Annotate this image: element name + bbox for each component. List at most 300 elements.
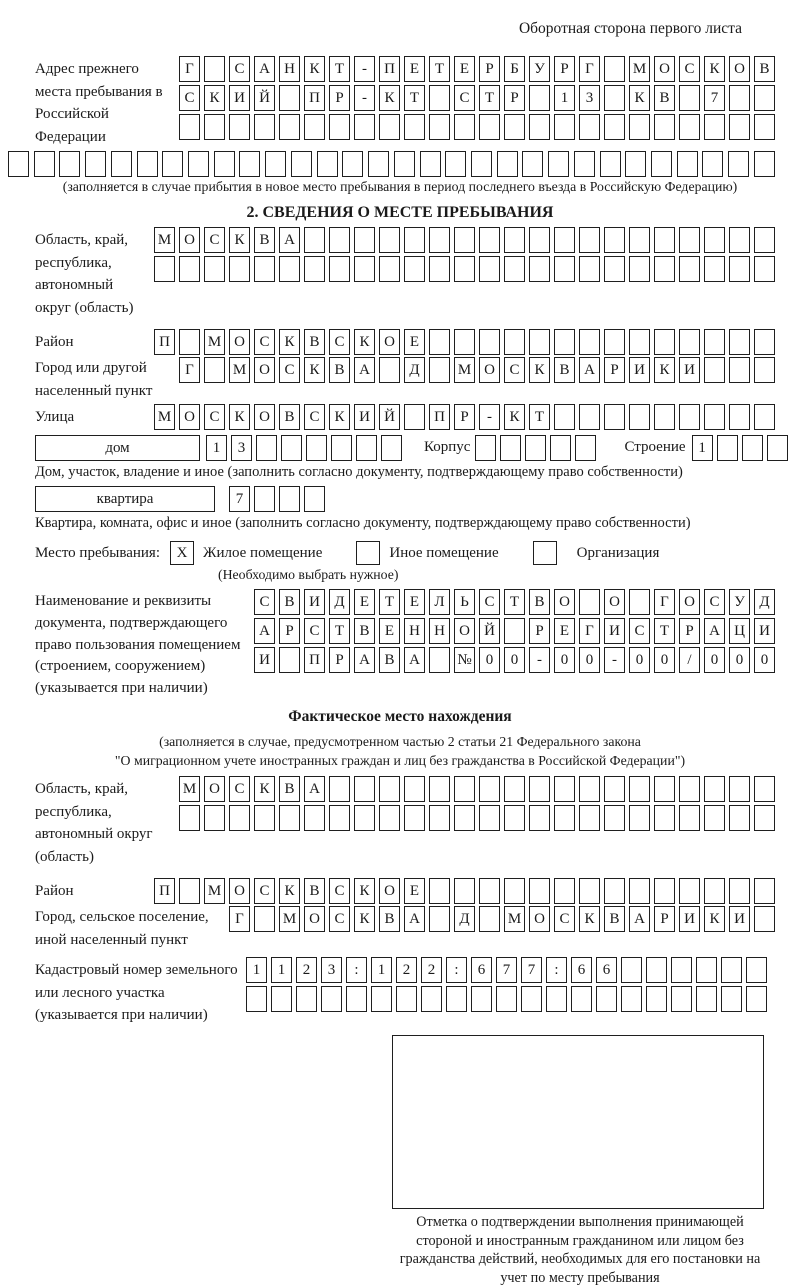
char-cell[interactable] <box>404 227 425 253</box>
char-cell[interactable] <box>696 957 717 983</box>
char-cell[interactable] <box>354 776 375 802</box>
char-cell[interactable] <box>34 151 55 177</box>
char-cell[interactable] <box>546 986 567 1012</box>
char-cell[interactable]: А <box>704 618 725 644</box>
char-cell[interactable]: П <box>429 404 450 430</box>
char-cell[interactable] <box>497 151 518 177</box>
char-cell[interactable]: Е <box>404 329 425 355</box>
char-cell[interactable] <box>529 85 550 111</box>
char-cell[interactable] <box>188 151 209 177</box>
char-cell[interactable]: А <box>279 227 300 253</box>
char-cell[interactable]: С <box>554 906 575 932</box>
char-cell[interactable] <box>420 151 441 177</box>
char-cell[interactable] <box>504 227 525 253</box>
char-cell[interactable] <box>654 404 675 430</box>
char-cell[interactable] <box>629 776 650 802</box>
char-cell[interactable]: Р <box>604 357 625 383</box>
char-cell[interactable]: К <box>354 329 375 355</box>
char-cell[interactable]: Т <box>329 618 350 644</box>
char-cell[interactable]: М <box>179 776 200 802</box>
char-cell[interactable]: И <box>304 589 325 615</box>
char-cell[interactable] <box>529 114 550 140</box>
char-cell[interactable] <box>179 878 200 904</box>
char-cell[interactable]: Й <box>379 404 400 430</box>
checkbox-other-premises[interactable] <box>356 541 380 565</box>
char-cell[interactable] <box>179 805 200 831</box>
char-cell[interactable] <box>304 256 325 282</box>
char-cell[interactable]: В <box>554 357 575 383</box>
char-cell[interactable] <box>279 114 300 140</box>
char-cell[interactable]: И <box>604 618 625 644</box>
char-cell[interactable] <box>729 878 750 904</box>
char-cell[interactable] <box>304 486 325 512</box>
char-cell[interactable] <box>381 435 402 461</box>
char-cell[interactable]: - <box>354 85 375 111</box>
char-cell[interactable]: Д <box>329 589 350 615</box>
char-cell[interactable] <box>729 404 750 430</box>
char-cell[interactable] <box>754 151 775 177</box>
char-cell[interactable] <box>550 435 571 461</box>
char-cell[interactable] <box>271 986 292 1012</box>
char-cell[interactable] <box>629 256 650 282</box>
char-cell[interactable] <box>654 329 675 355</box>
char-cell[interactable]: Б <box>504 56 525 82</box>
char-cell[interactable]: П <box>304 647 325 673</box>
char-cell[interactable] <box>479 114 500 140</box>
char-cell[interactable] <box>479 776 500 802</box>
char-cell[interactable]: Г <box>579 618 600 644</box>
char-cell[interactable] <box>8 151 29 177</box>
char-cell[interactable] <box>654 878 675 904</box>
char-cell[interactable] <box>329 256 350 282</box>
char-cell[interactable]: Р <box>329 85 350 111</box>
char-cell[interactable]: К <box>704 906 725 932</box>
char-cell[interactable]: 3 <box>579 85 600 111</box>
char-cell[interactable]: С <box>629 618 650 644</box>
char-cell[interactable] <box>279 256 300 282</box>
char-cell[interactable] <box>354 114 375 140</box>
char-cell[interactable]: С <box>254 878 275 904</box>
char-cell[interactable] <box>279 486 300 512</box>
char-cell[interactable] <box>504 114 525 140</box>
char-cell[interactable]: М <box>204 329 225 355</box>
char-cell[interactable]: Г <box>179 56 200 82</box>
char-cell[interactable] <box>704 357 725 383</box>
char-cell[interactable] <box>371 986 392 1012</box>
char-cell[interactable]: С <box>229 56 250 82</box>
char-cell[interactable] <box>604 114 625 140</box>
char-cell[interactable]: Н <box>404 618 425 644</box>
char-cell[interactable] <box>604 878 625 904</box>
char-cell[interactable]: С <box>479 589 500 615</box>
char-cell[interactable]: О <box>204 776 225 802</box>
char-cell[interactable]: О <box>304 906 325 932</box>
char-cell[interactable]: В <box>604 906 625 932</box>
char-cell[interactable] <box>629 404 650 430</box>
char-cell[interactable] <box>279 85 300 111</box>
char-cell[interactable]: С <box>304 618 325 644</box>
char-cell[interactable] <box>604 256 625 282</box>
char-cell[interactable] <box>279 647 300 673</box>
char-cell[interactable]: М <box>229 357 250 383</box>
char-cell[interactable]: М <box>154 227 175 253</box>
char-cell[interactable] <box>729 805 750 831</box>
char-cell[interactable] <box>729 357 750 383</box>
char-cell[interactable]: 0 <box>729 647 750 673</box>
char-cell[interactable]: В <box>329 357 350 383</box>
char-cell[interactable] <box>429 805 450 831</box>
char-cell[interactable] <box>354 227 375 253</box>
char-cell[interactable] <box>729 227 750 253</box>
char-cell[interactable] <box>604 56 625 82</box>
char-cell[interactable] <box>454 878 475 904</box>
char-cell[interactable] <box>429 256 450 282</box>
char-cell[interactable] <box>579 114 600 140</box>
char-cell[interactable] <box>525 435 546 461</box>
char-cell[interactable]: П <box>304 85 325 111</box>
char-cell[interactable] <box>479 256 500 282</box>
char-cell[interactable] <box>179 329 200 355</box>
char-cell[interactable] <box>671 986 692 1012</box>
char-cell[interactable]: Р <box>554 56 575 82</box>
char-cell[interactable] <box>677 151 698 177</box>
char-cell[interactable]: К <box>529 357 550 383</box>
char-cell[interactable]: - <box>529 647 550 673</box>
char-cell[interactable] <box>304 805 325 831</box>
char-cell[interactable] <box>454 805 475 831</box>
char-cell[interactable] <box>629 227 650 253</box>
char-cell[interactable] <box>304 227 325 253</box>
char-cell[interactable]: 0 <box>579 647 600 673</box>
char-cell[interactable] <box>554 404 575 430</box>
char-cell[interactable] <box>445 151 466 177</box>
char-cell[interactable] <box>404 776 425 802</box>
char-cell[interactable] <box>679 878 700 904</box>
char-cell[interactable] <box>317 151 338 177</box>
char-cell[interactable] <box>504 329 525 355</box>
char-cell[interactable] <box>504 776 525 802</box>
char-cell[interactable] <box>721 986 742 1012</box>
char-cell[interactable] <box>204 256 225 282</box>
char-cell[interactable] <box>625 151 646 177</box>
char-cell[interactable]: С <box>679 56 700 82</box>
char-cell[interactable] <box>754 329 775 355</box>
char-cell[interactable] <box>504 256 525 282</box>
char-cell[interactable] <box>704 805 725 831</box>
char-cell[interactable]: Й <box>479 618 500 644</box>
char-cell[interactable] <box>137 151 158 177</box>
char-cell[interactable]: К <box>279 878 300 904</box>
char-cell[interactable]: Л <box>429 589 450 615</box>
char-cell[interactable]: Д <box>454 906 475 932</box>
char-cell[interactable] <box>742 435 763 461</box>
char-cell[interactable]: В <box>304 329 325 355</box>
char-cell[interactable] <box>522 151 543 177</box>
char-cell[interactable] <box>679 329 700 355</box>
char-cell[interactable]: Т <box>329 56 350 82</box>
char-cell[interactable]: П <box>154 329 175 355</box>
char-cell[interactable]: 2 <box>421 957 442 983</box>
char-cell[interactable] <box>85 151 106 177</box>
char-cell[interactable] <box>454 776 475 802</box>
char-cell[interactable]: 6 <box>471 957 492 983</box>
char-cell[interactable] <box>529 805 550 831</box>
char-cell[interactable]: И <box>629 357 650 383</box>
char-cell[interactable]: С <box>204 227 225 253</box>
char-cell[interactable] <box>479 906 500 932</box>
char-cell[interactable]: 1 <box>246 957 267 983</box>
char-cell[interactable]: А <box>354 357 375 383</box>
char-cell[interactable]: А <box>579 357 600 383</box>
char-cell[interactable] <box>646 957 667 983</box>
char-cell[interactable]: А <box>304 776 325 802</box>
char-cell[interactable] <box>554 227 575 253</box>
char-cell[interactable] <box>429 114 450 140</box>
char-cell[interactable]: 6 <box>571 957 592 983</box>
char-cell[interactable]: О <box>379 329 400 355</box>
char-cell[interactable] <box>329 227 350 253</box>
char-cell[interactable] <box>704 404 725 430</box>
char-cell[interactable] <box>654 776 675 802</box>
char-cell[interactable] <box>396 986 417 1012</box>
char-cell[interactable]: В <box>379 906 400 932</box>
char-cell[interactable] <box>394 151 415 177</box>
char-cell[interactable]: К <box>304 56 325 82</box>
char-cell[interactable]: О <box>254 404 275 430</box>
char-cell[interactable]: А <box>404 906 425 932</box>
char-cell[interactable] <box>575 435 596 461</box>
char-cell[interactable] <box>754 256 775 282</box>
char-cell[interactable]: К <box>229 404 250 430</box>
char-cell[interactable]: К <box>204 85 225 111</box>
char-cell[interactable] <box>548 151 569 177</box>
char-cell[interactable]: Г <box>179 357 200 383</box>
char-cell[interactable]: О <box>229 878 250 904</box>
char-cell[interactable] <box>554 114 575 140</box>
char-cell[interactable] <box>321 986 342 1012</box>
char-cell[interactable]: Е <box>404 589 425 615</box>
char-cell[interactable]: В <box>279 776 300 802</box>
char-cell[interactable]: 0 <box>754 647 775 673</box>
char-cell[interactable] <box>204 114 225 140</box>
char-cell[interactable]: 1 <box>206 435 227 461</box>
char-cell[interactable] <box>429 878 450 904</box>
char-cell[interactable]: И <box>254 647 275 673</box>
char-cell[interactable]: С <box>329 906 350 932</box>
char-cell[interactable]: Е <box>554 618 575 644</box>
char-cell[interactable]: 0 <box>629 647 650 673</box>
char-cell[interactable]: С <box>254 329 275 355</box>
char-cell[interactable] <box>429 647 450 673</box>
char-cell[interactable] <box>754 878 775 904</box>
char-cell[interactable]: О <box>479 357 500 383</box>
char-cell[interactable] <box>342 151 363 177</box>
char-cell[interactable]: О <box>229 329 250 355</box>
char-cell[interactable] <box>604 329 625 355</box>
char-cell[interactable]: Е <box>454 56 475 82</box>
char-cell[interactable] <box>654 114 675 140</box>
char-cell[interactable]: Г <box>654 589 675 615</box>
char-cell[interactable] <box>704 329 725 355</box>
char-cell[interactable] <box>679 805 700 831</box>
char-cell[interactable] <box>696 986 717 1012</box>
char-cell[interactable] <box>496 986 517 1012</box>
char-cell[interactable]: 0 <box>504 647 525 673</box>
char-cell[interactable] <box>554 805 575 831</box>
char-cell[interactable] <box>471 986 492 1012</box>
char-cell[interactable]: Е <box>404 56 425 82</box>
char-cell[interactable]: Н <box>279 56 300 82</box>
char-cell[interactable] <box>571 986 592 1012</box>
char-cell[interactable] <box>529 776 550 802</box>
char-cell[interactable]: 7 <box>229 486 250 512</box>
char-cell[interactable] <box>600 151 621 177</box>
char-cell[interactable] <box>471 151 492 177</box>
char-cell[interactable] <box>579 256 600 282</box>
char-cell[interactable] <box>721 957 742 983</box>
char-cell[interactable] <box>629 805 650 831</box>
char-cell[interactable]: Е <box>354 589 375 615</box>
char-cell[interactable] <box>331 435 352 461</box>
char-cell[interactable] <box>754 357 775 383</box>
char-cell[interactable] <box>111 151 132 177</box>
char-cell[interactable]: А <box>404 647 425 673</box>
char-cell[interactable] <box>679 85 700 111</box>
char-cell[interactable]: С <box>179 85 200 111</box>
char-cell[interactable]: / <box>679 647 700 673</box>
char-cell[interactable] <box>729 256 750 282</box>
char-cell[interactable] <box>379 805 400 831</box>
char-cell[interactable]: К <box>704 56 725 82</box>
char-cell[interactable]: К <box>504 404 525 430</box>
char-cell[interactable] <box>679 404 700 430</box>
char-cell[interactable] <box>717 435 738 461</box>
char-cell[interactable] <box>574 151 595 177</box>
char-cell[interactable]: О <box>654 56 675 82</box>
char-cell[interactable]: О <box>179 404 200 430</box>
char-cell[interactable]: М <box>504 906 525 932</box>
char-cell[interactable] <box>214 151 235 177</box>
char-cell[interactable]: Р <box>654 906 675 932</box>
char-cell[interactable]: Д <box>404 357 425 383</box>
char-cell[interactable]: В <box>529 589 550 615</box>
char-cell[interactable]: Р <box>329 647 350 673</box>
char-cell[interactable] <box>500 435 521 461</box>
char-cell[interactable] <box>604 85 625 111</box>
char-cell[interactable]: У <box>729 589 750 615</box>
char-cell[interactable]: М <box>154 404 175 430</box>
char-cell[interactable] <box>728 151 749 177</box>
char-cell[interactable]: Ь <box>454 589 475 615</box>
char-cell[interactable] <box>579 227 600 253</box>
char-cell[interactable] <box>679 227 700 253</box>
char-cell[interactable] <box>162 151 183 177</box>
char-cell[interactable] <box>554 329 575 355</box>
char-cell[interactable]: У <box>529 56 550 82</box>
char-cell[interactable]: 1 <box>692 435 713 461</box>
char-cell[interactable] <box>671 957 692 983</box>
char-cell[interactable]: О <box>604 589 625 615</box>
char-cell[interactable] <box>679 776 700 802</box>
char-cell[interactable] <box>754 227 775 253</box>
char-cell[interactable] <box>579 589 600 615</box>
char-cell[interactable] <box>379 357 400 383</box>
char-cell[interactable]: Р <box>279 618 300 644</box>
char-cell[interactable] <box>179 114 200 140</box>
char-cell[interactable]: К <box>354 906 375 932</box>
char-cell[interactable]: Р <box>454 404 475 430</box>
char-cell[interactable] <box>356 435 377 461</box>
char-cell[interactable] <box>554 256 575 282</box>
char-cell[interactable] <box>702 151 723 177</box>
char-cell[interactable] <box>354 256 375 282</box>
char-cell[interactable]: В <box>379 647 400 673</box>
char-cell[interactable] <box>379 114 400 140</box>
char-cell[interactable]: 0 <box>654 647 675 673</box>
char-cell[interactable] <box>504 618 525 644</box>
char-cell[interactable]: П <box>379 56 400 82</box>
char-cell[interactable]: И <box>754 618 775 644</box>
char-cell[interactable] <box>404 256 425 282</box>
char-cell[interactable]: С <box>454 85 475 111</box>
char-cell[interactable]: Е <box>404 878 425 904</box>
char-cell[interactable]: А <box>354 647 375 673</box>
char-cell[interactable]: 1 <box>554 85 575 111</box>
char-cell[interactable] <box>579 776 600 802</box>
char-cell[interactable] <box>704 776 725 802</box>
char-cell[interactable] <box>746 986 767 1012</box>
char-cell[interactable]: В <box>279 404 300 430</box>
char-cell[interactable]: Г <box>229 906 250 932</box>
char-cell[interactable] <box>629 114 650 140</box>
char-cell[interactable]: 7 <box>704 85 725 111</box>
char-cell[interactable]: И <box>679 357 700 383</box>
char-cell[interactable]: Й <box>254 85 275 111</box>
char-cell[interactable] <box>229 805 250 831</box>
char-cell[interactable] <box>504 805 525 831</box>
char-cell[interactable] <box>379 776 400 802</box>
char-cell[interactable] <box>651 151 672 177</box>
char-cell[interactable]: В <box>254 227 275 253</box>
char-cell[interactable]: С <box>254 589 275 615</box>
char-cell[interactable]: 0 <box>479 647 500 673</box>
char-cell[interactable]: 1 <box>271 957 292 983</box>
char-cell[interactable]: А <box>629 906 650 932</box>
char-cell[interactable] <box>629 878 650 904</box>
char-cell[interactable] <box>704 878 725 904</box>
char-cell[interactable]: С <box>704 589 725 615</box>
char-cell[interactable] <box>579 329 600 355</box>
char-cell[interactable]: 0 <box>704 647 725 673</box>
char-cell[interactable]: И <box>729 906 750 932</box>
char-cell[interactable] <box>304 114 325 140</box>
char-cell[interactable] <box>254 486 275 512</box>
char-cell[interactable] <box>475 435 496 461</box>
char-cell[interactable]: Ц <box>729 618 750 644</box>
char-cell[interactable] <box>254 114 275 140</box>
char-cell[interactable] <box>179 256 200 282</box>
char-cell[interactable] <box>404 114 425 140</box>
char-cell[interactable] <box>621 986 642 1012</box>
char-cell[interactable] <box>429 906 450 932</box>
char-cell[interactable]: М <box>204 878 225 904</box>
char-cell[interactable] <box>204 357 225 383</box>
char-cell[interactable] <box>529 227 550 253</box>
char-cell[interactable]: В <box>654 85 675 111</box>
char-cell[interactable]: С <box>229 776 250 802</box>
char-cell[interactable] <box>329 805 350 831</box>
char-cell[interactable]: Т <box>529 404 550 430</box>
